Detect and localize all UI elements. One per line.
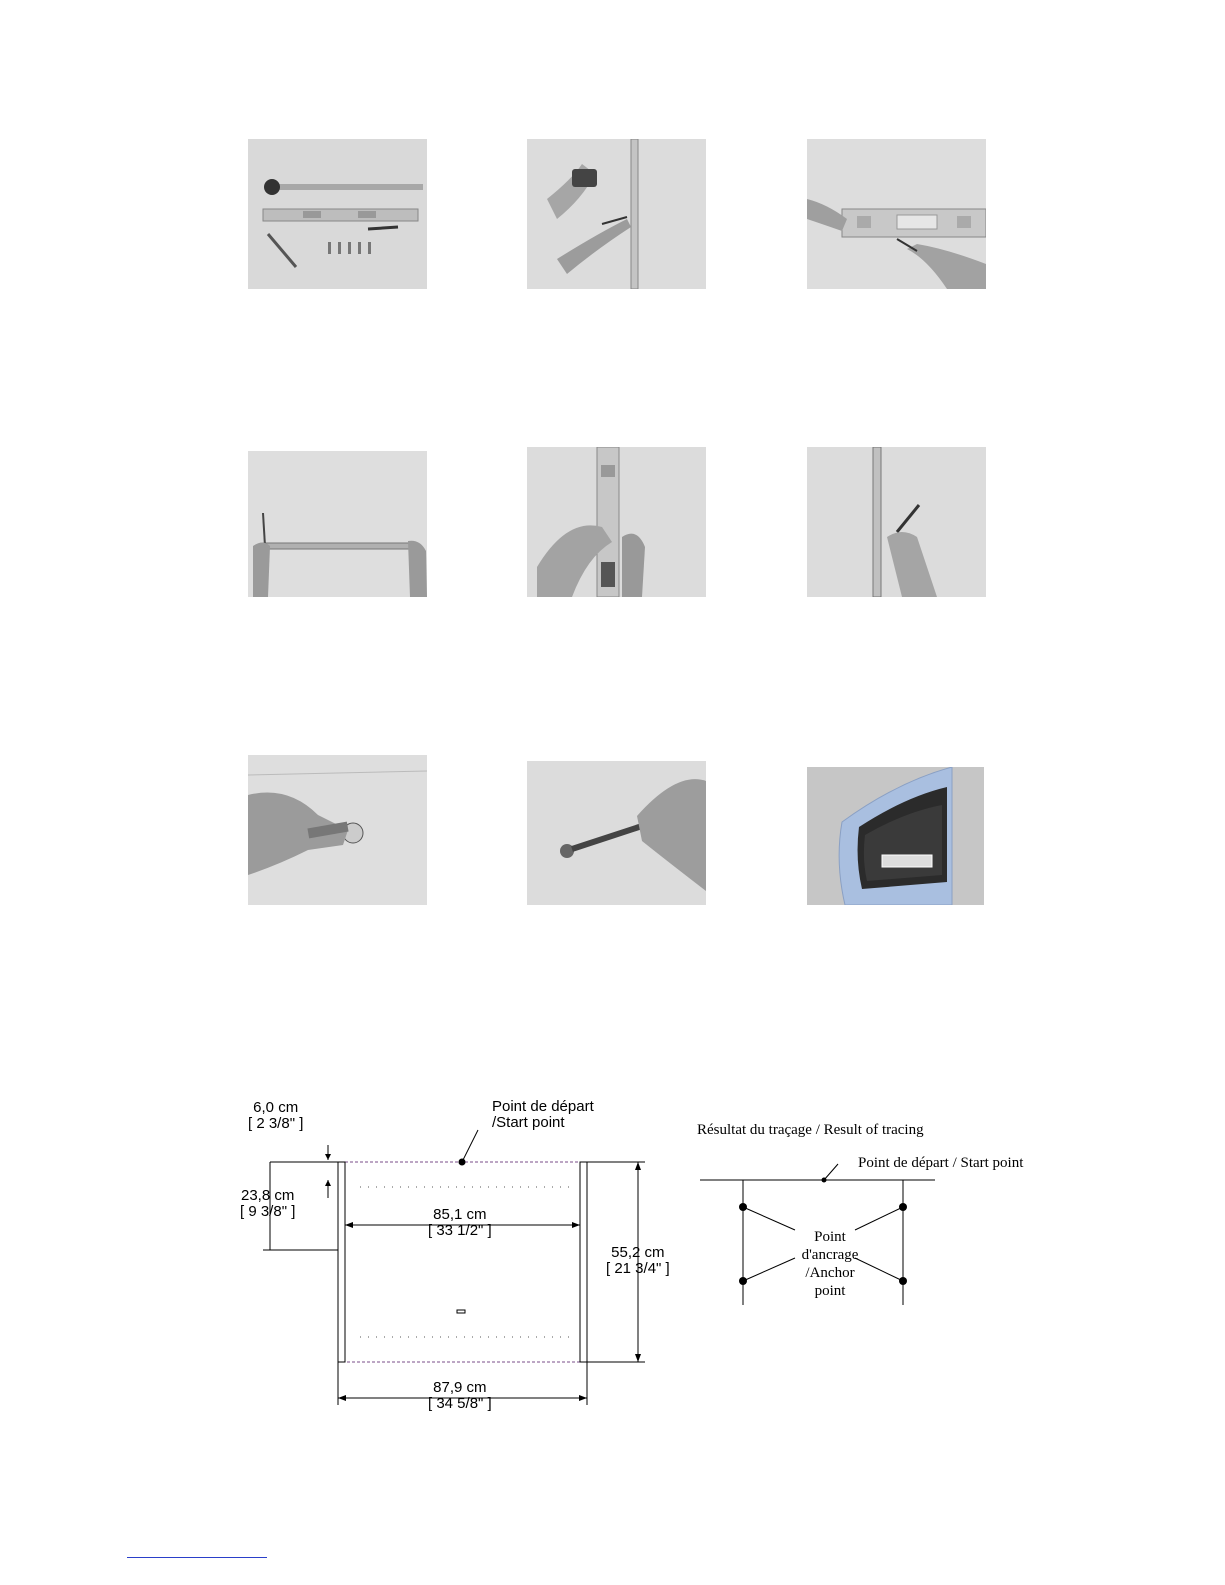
photo-horizontal-measure — [248, 451, 427, 597]
side-height-cm: 23,8 cm — [241, 1187, 295, 1204]
photo-level-mark — [807, 139, 986, 289]
anchor-line-1: Point — [814, 1229, 846, 1245]
photo-drill — [248, 755, 427, 905]
total-width-dimension — [428, 1380, 492, 1412]
side-height-in: [ 9 3/8" ] — [240, 1203, 296, 1220]
photo-vertical-level — [527, 447, 706, 597]
photo-measure-tape — [527, 139, 706, 289]
inner-width-in: [ 33 1/2" ] — [428, 1222, 492, 1239]
anchor-line-4: point — [814, 1283, 846, 1299]
start-point-en: /Start point — [492, 1114, 565, 1131]
top-offset-cm: 6,0 cm — [253, 1099, 299, 1116]
total-height-in: [ 21 3/4" ] — [606, 1260, 670, 1277]
start-point-label — [492, 1099, 594, 1131]
tracing-title: Résultat du traçage / Result of tracing — [697, 1122, 924, 1138]
anchor-line-2: d'ancrage — [801, 1247, 859, 1263]
total-width-in: [ 34 5/8" ] — [428, 1395, 492, 1412]
total-height-dimension — [606, 1245, 670, 1277]
inner-width-dimension — [428, 1207, 492, 1239]
inner-width-cm: 85,1 cm — [433, 1206, 487, 1223]
tracing-anchor-label — [795, 1228, 865, 1300]
top-offset-in: [ 2 3/8" ] — [248, 1115, 304, 1132]
total-height-cm: 55,2 cm — [611, 1244, 665, 1261]
total-width-cm: 87,9 cm — [433, 1379, 487, 1396]
photo-fireplace-render — [807, 767, 984, 905]
photo-vertical-mark — [807, 447, 986, 597]
photo-tools — [248, 139, 427, 289]
start-point-fr: Point de départ — [492, 1098, 594, 1115]
anchor-line-3: /Anchor — [805, 1265, 855, 1281]
side-height-dimension — [240, 1188, 295, 1220]
tracing-start-point: Point de départ / Start point — [858, 1155, 1024, 1171]
photo-screw-anchor — [527, 761, 706, 905]
footer-link-underline — [127, 1557, 267, 1558]
top-offset-dimension — [248, 1100, 303, 1132]
